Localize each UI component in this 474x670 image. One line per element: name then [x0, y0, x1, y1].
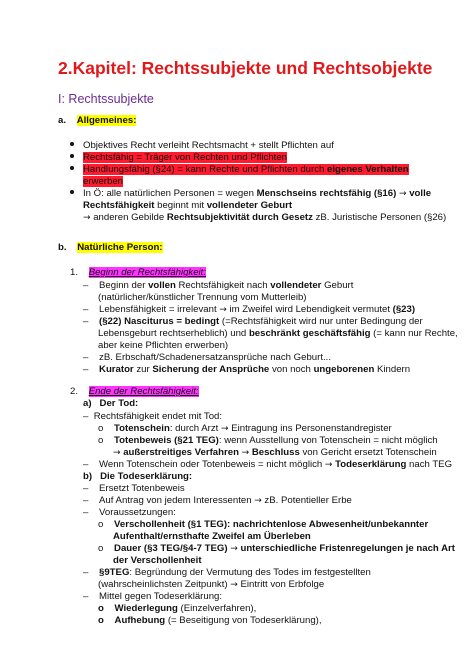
- te-line-9: [98, 615, 322, 627]
- line-bold: Aufhebung: [114, 615, 166, 626]
- dash-icon: –: [83, 483, 89, 494]
- section-b-heading: [58, 242, 163, 254]
- bullet-bold-text: eigenes Verhalten: [327, 164, 409, 175]
- line-text: : durch Arzt: [169, 423, 221, 434]
- bullet-text: Rechtsfähig = Träger von Rechten und Pflichten: [83, 152, 287, 163]
- te-line-1: [83, 483, 185, 495]
- dash-line-1: [83, 280, 353, 292]
- dash-icon: –: [83, 316, 89, 327]
- item-a-heading: [83, 398, 138, 410]
- te-line-6: [83, 567, 371, 579]
- arrow-icon: →: [230, 580, 238, 590]
- item-marker: a): [83, 398, 92, 409]
- arrow-icon: →: [219, 305, 227, 315]
- arrow-icon: →: [324, 460, 333, 470]
- line-text: (= Beseitigung von Todeserklärung),: [165, 615, 322, 626]
- bullet-rechtsfaehig: [70, 152, 287, 164]
- bullet-text: beginnt mit: [154, 200, 207, 211]
- line-text: Voraussetzungen:: [99, 507, 176, 518]
- line-bold: (§23): [392, 304, 416, 315]
- circle-bullet-icon: o: [98, 543, 104, 554]
- bullet-objective-law: [70, 140, 334, 152]
- chapter-title: 2.Kapitel: Rechtssubjekte und Rechtsobjekte: [58, 58, 433, 78]
- te-line-5-cont: [113, 555, 202, 567]
- te-line-6-cont: [98, 579, 324, 591]
- line-bold: Totenschein: [114, 423, 170, 434]
- line-bold: Beschluss: [251, 447, 300, 458]
- line-text: (Einzelverfahren),: [177, 603, 257, 614]
- dash-line-3-cont2: [98, 340, 228, 352]
- bullet-text: anderen Gebilde: [90, 212, 167, 223]
- line-text: (natürlicher/künstlicher Trennung vom Mutterleib): [98, 292, 307, 303]
- line-text: Rechtsfähigkeit nach: [175, 280, 271, 291]
- line-text: nach TEG: [406, 459, 453, 470]
- subsection-2-heading: [70, 386, 199, 398]
- line-bold: vollen: [148, 280, 176, 291]
- line-text: Lebensfähigkeit = irrelevant: [99, 304, 220, 315]
- line-text: Eintritt von Erbfolge: [237, 579, 325, 590]
- arrow-icon: →: [254, 496, 262, 506]
- section-a-marker: a.: [58, 115, 67, 126]
- line-bold: der Verschollenheit: [113, 555, 202, 566]
- dash-icon: –: [83, 280, 89, 291]
- line-bold: beschränkt geschäftsfähig: [248, 328, 371, 339]
- line-bold: (§22) Nasciturus = bedingt: [99, 316, 220, 327]
- bullet-bold-text: Menschseins rechtsfähig (§16): [256, 188, 397, 199]
- section-subtitle: I: Rechtssubjekte: [58, 92, 154, 106]
- arrow-icon: →: [230, 544, 238, 554]
- tod-line-4: [83, 459, 452, 471]
- arrow-icon: →: [83, 213, 91, 223]
- line-bold: ungeborenen: [313, 364, 375, 375]
- bullet-icon: [70, 142, 74, 146]
- bullet-bold-text: Rechtsubjektivität durch Gesetz: [166, 212, 313, 223]
- dash-icon: –: [83, 364, 89, 375]
- dash-icon: –: [83, 495, 89, 506]
- line-text: Lebensgeburt rechtserheblich) und: [98, 328, 249, 339]
- line-bold: Sicherung der Ansprüche: [152, 364, 270, 375]
- line-bold: vollendeter: [270, 280, 322, 291]
- subsection-2-marker: 2.: [70, 386, 79, 397]
- bullet-icon: [70, 190, 74, 194]
- dash-icon: –: [83, 411, 89, 422]
- te-line-5: [98, 543, 455, 555]
- dash-line-5: [83, 364, 410, 376]
- section-b-label: Natürliche Person:: [77, 242, 163, 253]
- tod-line-2: [98, 423, 392, 435]
- subsection-2-label: Ende der Rechtsfähigkeit:: [88, 386, 199, 397]
- tod-line-3-cont: [113, 447, 437, 459]
- line-text: : Begründung der Vermutung des Todes im festgestellten: [129, 567, 371, 578]
- line-text: Mittel gegen Todeserklärung:: [99, 591, 223, 602]
- circle-bullet-icon: o: [98, 435, 104, 446]
- bullet-austria-cont1: [83, 200, 292, 212]
- line-text: zB. Potentieller Erbe: [261, 495, 352, 506]
- line-text: Geburt: [321, 280, 354, 291]
- bullet-handlungsfaehig-cont: [83, 176, 123, 188]
- line-bold: §9TEG: [99, 567, 130, 578]
- bullet-handlungsfaehig: [70, 164, 409, 176]
- line-text: Beginn der: [99, 280, 149, 291]
- bullet-icon: [70, 166, 74, 170]
- te-line-8: [98, 603, 256, 615]
- section-b-marker: b.: [58, 242, 67, 253]
- bullet-austria: [70, 188, 431, 200]
- line-text: Rechtsfähigkeit endet mit Tod:: [93, 411, 223, 422]
- circle-bullet-icon: o: [98, 519, 104, 530]
- bullet-bold-text: Rechtsfähigkeit: [83, 200, 155, 211]
- te-line-2: [83, 495, 352, 507]
- bullet-bold-text: volle: [409, 188, 432, 199]
- line-text: (= kann nur Rechte,: [370, 328, 458, 339]
- dash-line-1-cont: [98, 292, 307, 304]
- item-marker: b): [83, 471, 93, 482]
- arrow-icon: →: [398, 189, 407, 199]
- line-bold: Dauer (§3 TEG/§4-7 TEG): [114, 543, 231, 554]
- item-label: Der Tod:: [99, 398, 139, 409]
- line-text: (wahrscheinlichsten Zeitpunkt): [98, 579, 231, 590]
- bullet-austria-cont2: [83, 212, 446, 224]
- dash-icon: –: [83, 352, 89, 363]
- dash-icon: –: [83, 459, 89, 470]
- line-text: im Zweifel wird Lebendigkeit vermutet: [226, 304, 393, 315]
- dash-line-4: [83, 352, 331, 364]
- bullet-text: Objektives Recht verleiht Rechtsmacht + stellt Pflichten auf: [83, 140, 334, 151]
- line-text: aber keine Pflichten erwerben): [98, 340, 229, 351]
- line-bold: Aufenthalt/ernsthafte Zweifel am Überleben: [113, 531, 311, 542]
- line-bold: unterschiedliche Fristenregelungen je nach Art: [237, 543, 455, 554]
- line-bold: Kurator: [99, 364, 134, 375]
- section-a-heading: [58, 115, 136, 127]
- arrow-icon: →: [221, 424, 229, 434]
- line-text: Kindern: [374, 364, 411, 375]
- bullet-text: erwerben: [83, 176, 123, 187]
- line-text: von noch: [269, 364, 314, 375]
- subsection-1-label: Beginn der Rechtsfähigkeit:: [88, 267, 207, 278]
- te-line-4-cont: [113, 531, 311, 543]
- line-bold: Wiederlegung: [114, 603, 178, 614]
- line-text: Wenn Totenschein oder Totenbeweis = nicht möglich: [99, 459, 325, 470]
- tod-line-1: [83, 411, 222, 423]
- bullet-text: Handlungsfähig (§24) = kann Rechte und Pflichten durch: [83, 164, 327, 175]
- line-bold: Todeserklärung: [335, 459, 407, 470]
- arrow-icon: →: [241, 448, 250, 458]
- line-text: Eintragung ins Personenstandregister: [228, 423, 392, 434]
- subsection-1-marker: 1.: [70, 267, 79, 278]
- line-text: zB. Erbschaft/Schadenersatzansprüche nach Geburt...: [99, 352, 331, 363]
- item-b-heading: [83, 471, 192, 483]
- line-text: zur: [133, 364, 153, 375]
- bullet-icon: [70, 154, 74, 158]
- section-a-label: Allgemeines:: [76, 115, 137, 126]
- dash-icon: –: [83, 507, 89, 518]
- te-line-7: [83, 591, 222, 603]
- line-bold: Totenbeweis (§21 TEG): [114, 435, 219, 446]
- bullet-bold-text: vollendeter Geburt: [206, 200, 293, 211]
- line-text: Auf Antrag von jedem Interessenten: [99, 495, 255, 506]
- line-text: (=Rechtsfähigkeit wird nur unter Bedingung der: [219, 316, 423, 327]
- line-text: Ersetzt Totenbeweis: [99, 483, 185, 494]
- line-text: : wenn Ausstellung von Totenschein = nicht möglich: [218, 435, 438, 446]
- circle-bullet-icon: o: [98, 615, 104, 626]
- te-line-3: [83, 507, 176, 519]
- subsection-1-heading: [70, 267, 206, 279]
- circle-bullet-icon: o: [98, 423, 104, 434]
- dash-line-3: [83, 316, 423, 328]
- dash-line-3-cont1: [98, 328, 458, 340]
- dash-icon: –: [83, 304, 89, 315]
- line-bold: Verschollenheit (§1 TEG): nachrichtenlose Abwesenheit/unbekannter: [114, 519, 429, 530]
- dash-icon: –: [83, 591, 89, 602]
- te-line-4: [98, 519, 428, 531]
- circle-bullet-icon: o: [98, 603, 104, 614]
- item-label: Die Todeserklärung:: [100, 471, 193, 482]
- dash-icon: –: [83, 567, 89, 578]
- bullet-text: zB. Juristische Personen (§26): [312, 212, 447, 223]
- line-text: von Gericht ersetzt Totenschein: [299, 447, 437, 458]
- arrow-icon: →: [113, 448, 121, 458]
- tod-line-3: [98, 435, 438, 447]
- dash-line-2: [83, 304, 415, 316]
- line-bold: außerstreitiges Verfahren: [123, 447, 239, 458]
- bullet-text: In Ö: alle natürlichen Personen = wegen: [83, 188, 257, 199]
